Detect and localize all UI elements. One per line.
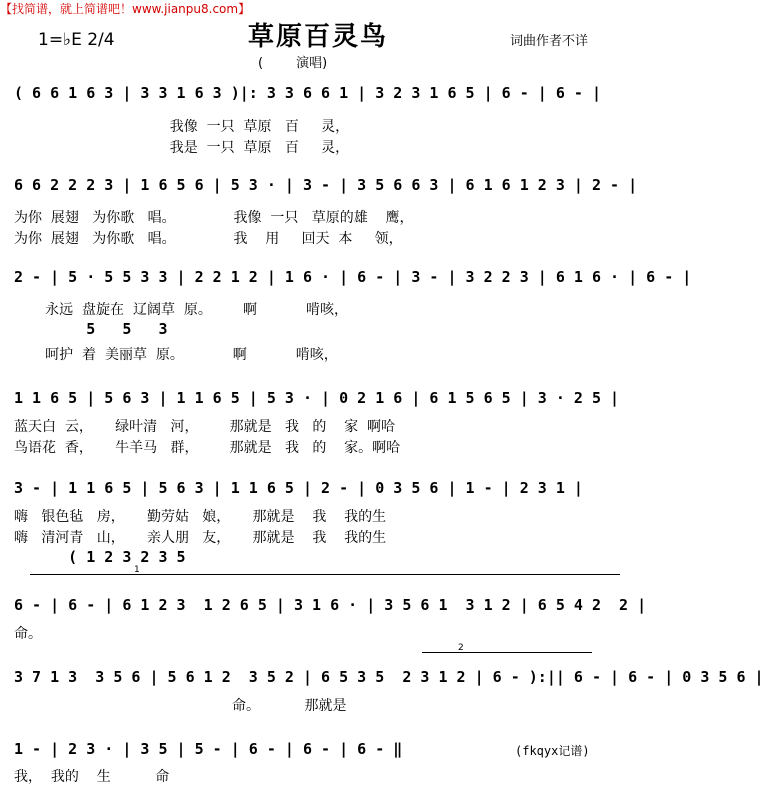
watermark: 【找简谱，就上简谱吧！www.jianpu8.com】 [0, 2, 251, 16]
alternate-notes-3: 5 5 3 [14, 320, 168, 338]
lyric-line-3b: 呵护 着 美丽草 原。 啊 啃咳， [14, 347, 338, 363]
volta-bracket-1 [30, 574, 620, 575]
singer-credit: ( 演唱) [258, 56, 328, 71]
notation-row-8: 1 - | 2 3 · | 3 5 | 5 - | 6 - | 6 - | 6 - ‖ [14, 740, 403, 758]
lyric-line-2b: 为你 展翅 为你歌 唱。 我 用 回天 本 领， [14, 231, 403, 247]
composer-credit: 词曲作者不详 [510, 34, 589, 49]
notation-row-4: 1 1 6 5 | 5 6 3 | 1 1 6 5 | 5 3 · | 0 2 1 6 | 6 1 5 6 5 | 3 · 2 5 | [14, 389, 620, 407]
notation-row-2: 6 6 2 2 2 3 | 1 6 5 6 | 5 3 · | 3 - | 3 5 6 6 3 | 6 1 6 1 2 3 | 2 - | [14, 176, 638, 194]
volta-number-1: 1 [134, 565, 140, 575]
notation-row-7: 3 7 1 3 3 5 6 | 5 6 1 2 3 5 2 | 6 5 3 5 2 3 1 2 | 6 - ):|| 6 - | 6 - | 0 3 5 6 | [14, 668, 764, 686]
transcriber-credit: (fkqyx记谱) [515, 744, 590, 758]
lyric-line-1b: 我是 一只 草原 百 灵， [14, 140, 350, 156]
volta-number-2: 2 [458, 643, 464, 653]
key-signature: 1=♭E 2/4 [38, 30, 115, 50]
lyric-line-6: 命。 [14, 626, 42, 642]
lyric-line-8: 我， 我的 生 命 [14, 769, 170, 785]
interlude-notes: ( 1 2 3 2 3 5 [14, 548, 186, 566]
notation-row-6: 6 - | 6 - | 6 1 2 3 1 2 6 5 | 3 1 6 · | 3 5 6 1 3 1 2 | 6 5 4 2 2 | [14, 596, 647, 614]
song-title: 草原百灵鸟 [248, 22, 389, 52]
lyric-line-2a: 为你 展翅 为你歌 唱。 我像 一只 草原的雄 鹰， [14, 210, 414, 226]
notation-row-1: ( 6 6 1 6 3 | 3 3 1 6 3 )|: 3 3 6 6 1 | 3 2 3 1 6 5 | 6 - | 6 - | [14, 84, 601, 102]
notation-row-3: 2 - | 5 · 5 5 3 3 | 2 2 1 2 | 1 6 · | 6 - | 3 - | 3 2 2 3 | 6 1 6 · | 6 - | [14, 268, 692, 286]
volta-bracket-2 [422, 652, 592, 653]
lyric-line-7: 命。 那就是 [14, 698, 347, 714]
lyric-line-4b: 鸟语花 香， 牛羊马 群， 那就是 我 的 家。啊哈 [14, 440, 401, 456]
lyric-line-5b: 嗨 清河青 山， 亲人朋 友， 那就是 我 我的生 [14, 530, 387, 546]
lyric-line-1a: 我像 一只 草原 百 灵， [14, 119, 350, 135]
lyric-line-5a: 嗨 银色毡 房， 勤劳姑 娘， 那就是 我 我的生 [14, 509, 387, 525]
notation-row-5: 3 - | 1 1 6 5 | 5 6 3 | 1 1 6 5 | 2 - | 0 3 5 6 | 1 - | 2 3 1 | [14, 479, 583, 497]
lyric-line-4a: 蓝天白 云， 绿叶清 河， 那就是 我 的 家 啊哈 [14, 419, 396, 435]
lyric-line-3a: 永远 盘旋在 辽阔草 原。 啊 啃咳， [14, 302, 348, 318]
